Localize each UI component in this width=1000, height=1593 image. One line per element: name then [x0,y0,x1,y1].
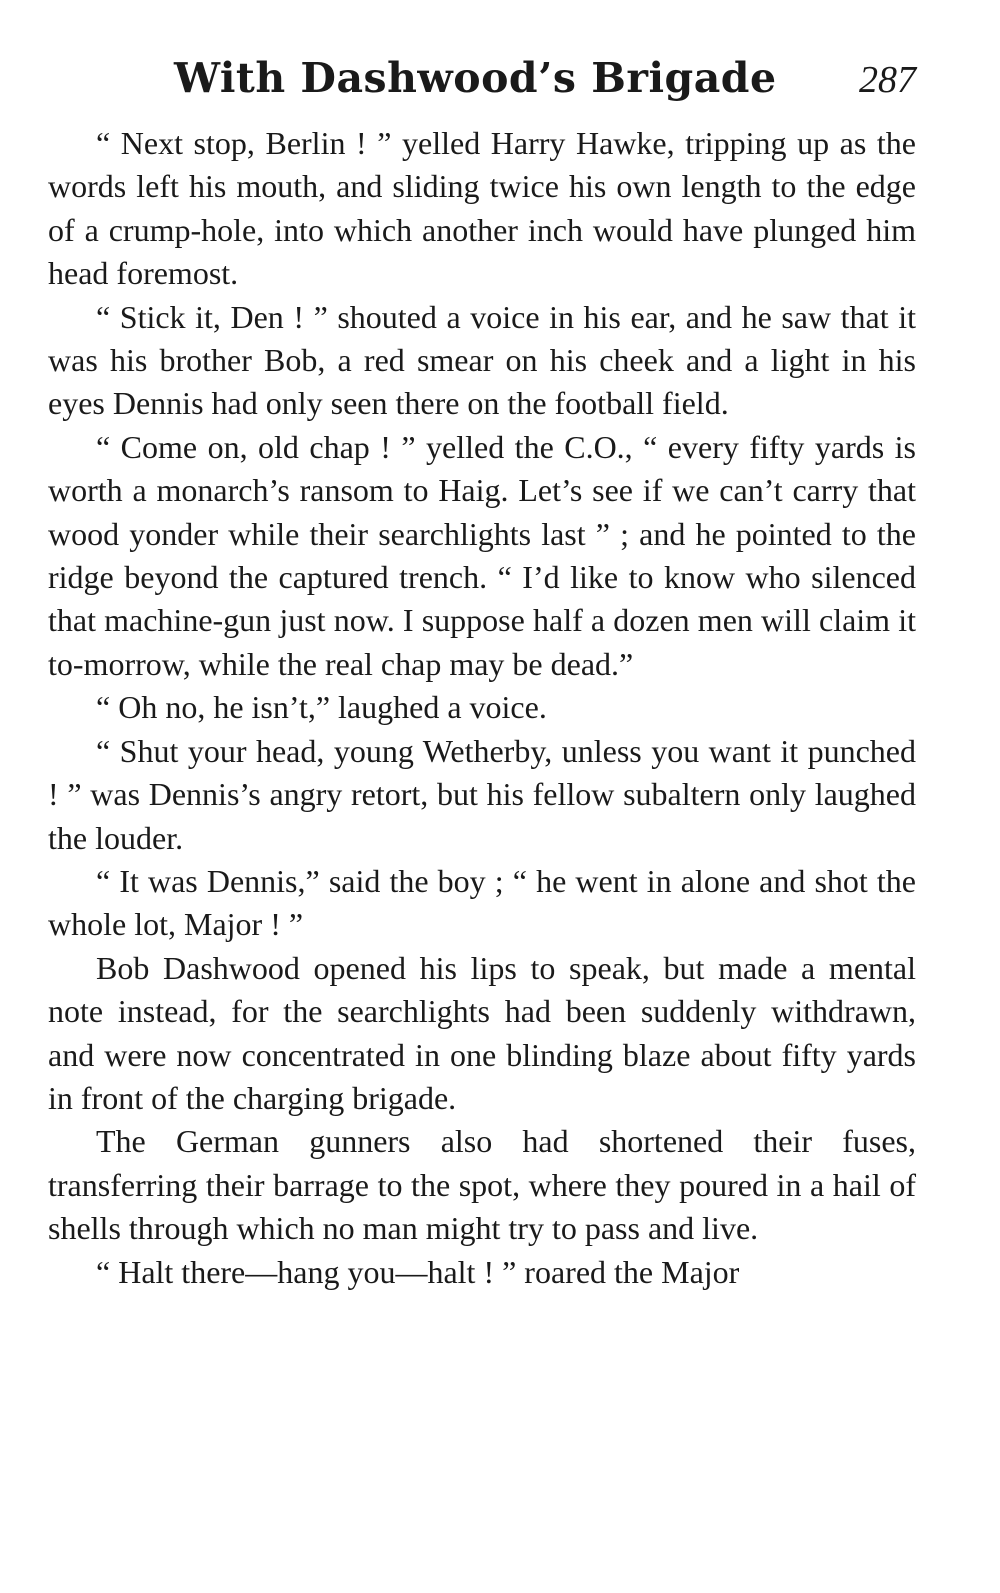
page-number: 287 [859,59,916,101]
paragraph: “ It was Dennis,” said the boy ; “ he went in alone and shot the whole lot, Major ! ” [48,862,916,943]
paragraph: The German gunners also had shortened their fuses, transferring their barrage to the spot, where they poured in a hail of shells through which no man might try to pass and live. [48,1123,916,1247]
paragraph: “ Next stop, Berlin ! ” yelled Harry Hawke, tripping up as the words left his mouth, and sliding twice his own length to the edge of a crump-hole, into which another inch would have plunged him head foremost. [48,125,916,292]
paragraph: Bob Dashwood opened his lips to speak, but made a mental note instead, for the searchlights had been suddenly withdrawn, and were now concentrated in one blinding blaze about fifty yards in front of the charging brigade. [48,949,916,1116]
body-text [48,122,916,1294]
paragraph: “ Shut your head, young Wetherby, unless you want it punched ! ” was Dennis’s angry retort, but his fellow subaltern only laughed the louder. [48,732,916,856]
running-title: With Dashwood’s Brigade [174,54,777,102]
paragraph: “ Halt there—hang you—halt ! ” roared the Major [96,1253,740,1290]
book-page [48,50,916,1294]
paragraph: “ Come on, old chap ! ” yelled the C.O., “ every fifty yards is worth a monarch’s ransom to Haig. Let’s see if we can’t carry that wood yonder while their searchlights last ” ; and he pointed to the ridge beyond the captured trench. “ I’d like to know who silenced that machine-gun just now. I suppose half a dozen men will claim it to-morrow, while the real chap may be dead.” [48,428,916,682]
paragraph: “ Oh no, he isn’t,” laughed a voice. [96,689,547,726]
running-head [48,50,916,120]
paragraph: “ Stick it, Den ! ” shouted a voice in his ear, and he saw that it was his brother Bob, a red smear on his cheek and a light in his eyes Dennis had only seen there on the football field. [48,298,916,422]
